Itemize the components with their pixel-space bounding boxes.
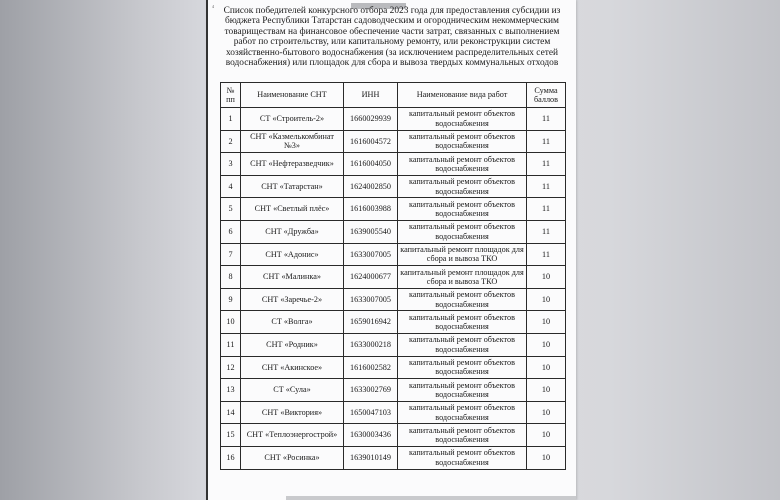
cell-name: СНТ «Росинка» — [241, 446, 344, 469]
cell-number: 12 — [221, 356, 241, 379]
cell-number: 14 — [221, 401, 241, 424]
cell-inn: 1616004572 — [344, 130, 398, 153]
table-row — [221, 379, 566, 402]
header-number: № пп — [221, 83, 241, 108]
cell-name: СНТ «Казмелькомбинат №3» — [241, 130, 344, 153]
cell-inn: 1624002850 — [344, 175, 398, 198]
cell-work-type: капитальный ремонт объектов водоснабжения — [398, 356, 527, 379]
cell-number: 15 — [221, 424, 241, 447]
table-row — [221, 356, 566, 379]
cell-number: 9 — [221, 288, 241, 311]
bottom-edge — [286, 496, 576, 500]
table-row — [221, 198, 566, 221]
cell-score: 10 — [527, 288, 566, 311]
cell-work-type: капитальный ремонт площадок для сбора и вывоза ТКО — [398, 243, 527, 266]
cell-work-type: капитальный ремонт объектов водоснабжения — [398, 153, 527, 176]
cell-name: СНТ «Светлый плёс» — [241, 198, 344, 221]
cell-inn: 1639010149 — [344, 446, 398, 469]
cell-work-type: капитальный ремонт объектов водоснабжения — [398, 333, 527, 356]
cell-number: 1 — [221, 108, 241, 131]
cell-name: СНТ «Виктория» — [241, 401, 344, 424]
document-page — [206, 0, 576, 500]
cell-inn: 1616003988 — [344, 198, 398, 221]
cell-number: 8 — [221, 266, 241, 289]
cell-name: СНТ «Нефтеразведчик» — [241, 153, 344, 176]
cell-work-type: капитальный ремонт объектов водоснабжения — [398, 424, 527, 447]
cell-score: 10 — [527, 333, 566, 356]
cell-inn: 1624000677 — [344, 266, 398, 289]
cell-number: 7 — [221, 243, 241, 266]
cell-score: 10 — [527, 379, 566, 402]
table-row — [221, 130, 566, 153]
cell-score: 10 — [527, 401, 566, 424]
cell-score: 10 — [527, 356, 566, 379]
cell-name: СНТ «Дружба» — [241, 220, 344, 243]
table-row — [221, 243, 566, 266]
cell-work-type: капитальный ремонт объектов водоснабжения — [398, 130, 527, 153]
cell-score: 10 — [527, 424, 566, 447]
header-work-type: Наименование вида работ — [398, 83, 527, 108]
table-row — [221, 311, 566, 334]
cell-number: 6 — [221, 220, 241, 243]
table-row — [221, 424, 566, 447]
cell-work-type: капитальный ремонт объектов водоснабжения — [398, 198, 527, 221]
table-row — [221, 220, 566, 243]
cell-number: 2 — [221, 130, 241, 153]
cell-work-type: капитальный ремонт объектов водоснабжения — [398, 108, 527, 131]
cell-number: 11 — [221, 333, 241, 356]
cell-inn: 1639005540 — [344, 220, 398, 243]
header-score: Сумма баллов — [527, 83, 566, 108]
cell-name: СНТ «Заречье-2» — [241, 288, 344, 311]
cell-work-type: капитальный ремонт объектов водоснабжения — [398, 288, 527, 311]
cell-score: 10 — [527, 266, 566, 289]
winners-table — [220, 82, 566, 470]
cell-inn: 1630003436 — [344, 424, 398, 447]
cell-name: СТ «Сула» — [241, 379, 344, 402]
table-header-row — [221, 83, 566, 108]
cell-name: СТ «Волга» — [241, 311, 344, 334]
cell-inn: 1616002582 — [344, 356, 398, 379]
cell-name: СНТ «Татарстан» — [241, 175, 344, 198]
cell-number: 4 — [221, 175, 241, 198]
cell-score: 11 — [527, 220, 566, 243]
cell-score: 10 — [527, 446, 566, 469]
cell-score: 11 — [527, 175, 566, 198]
cell-inn: 1616004050 — [344, 153, 398, 176]
cell-name: СТ «Строитель-2» — [241, 108, 344, 131]
cell-name: СНТ «Теплоэнергострой» — [241, 424, 344, 447]
cell-work-type: капитальный ремонт объектов водоснабжения — [398, 379, 527, 402]
cell-inn: 1659016942 — [344, 311, 398, 334]
cell-score: 11 — [527, 198, 566, 221]
cell-name: СНТ «Малинка» — [241, 266, 344, 289]
cell-work-type: капитальный ремонт площадок для сбора и вывоза ТКО — [398, 266, 527, 289]
cell-name: СНТ «Родник» — [241, 333, 344, 356]
cell-inn: 1633007005 — [344, 243, 398, 266]
page-mark: 4 — [212, 4, 214, 9]
cell-inn: 1633007005 — [344, 288, 398, 311]
cell-work-type: капитальный ремонт объектов водоснабжения — [398, 175, 527, 198]
cell-number: 16 — [221, 446, 241, 469]
cell-score: 11 — [527, 153, 566, 176]
table-row — [221, 108, 566, 131]
table-row — [221, 175, 566, 198]
cell-number: 3 — [221, 153, 241, 176]
cell-work-type: капитальный ремонт объектов водоснабжения — [398, 401, 527, 424]
cell-inn: 1660029939 — [344, 108, 398, 131]
table-row — [221, 266, 566, 289]
table-row — [221, 401, 566, 424]
table-row — [221, 153, 566, 176]
cell-number: 10 — [221, 311, 241, 334]
header-inn: ИНН — [344, 83, 398, 108]
cell-inn: 1633000218 — [344, 333, 398, 356]
cell-number: 13 — [221, 379, 241, 402]
header-name: Наименование СНТ — [241, 83, 344, 108]
cell-name: СНТ «Акинское» — [241, 356, 344, 379]
cell-name: СНТ «Адонис» — [241, 243, 344, 266]
cell-score: 11 — [527, 243, 566, 266]
cell-work-type: капитальный ремонт объектов водоснабжения — [398, 220, 527, 243]
cell-number: 5 — [221, 198, 241, 221]
cell-inn: 1633002769 — [344, 379, 398, 402]
cell-inn: 1650047103 — [344, 401, 398, 424]
cell-work-type: капитальный ремонт объектов водоснабжения — [398, 311, 527, 334]
document-title: Список победителей конкурсного отбора 2023 года для предоставления субсидии из бюджета Республики Татарстан садоводческим и огородническим некоммерческим товариществам на финансовое обеспечение части затрат, связанных с выполнением работ по строительству, или капитальному ремонту, или реконструкции систем хозяйственно-бытового водоснабжения (за исключением распределительных сетей водоснабжения) или площадок для сбора и вывоза твердых коммунальных отходов — [223, 6, 561, 69]
cell-score: 11 — [527, 130, 566, 153]
table-row — [221, 333, 566, 356]
cell-score: 10 — [527, 311, 566, 334]
cell-work-type: капитальный ремонт объектов водоснабжения — [398, 446, 527, 469]
table-row — [221, 288, 566, 311]
cell-score: 11 — [527, 108, 566, 131]
table-row — [221, 446, 566, 469]
